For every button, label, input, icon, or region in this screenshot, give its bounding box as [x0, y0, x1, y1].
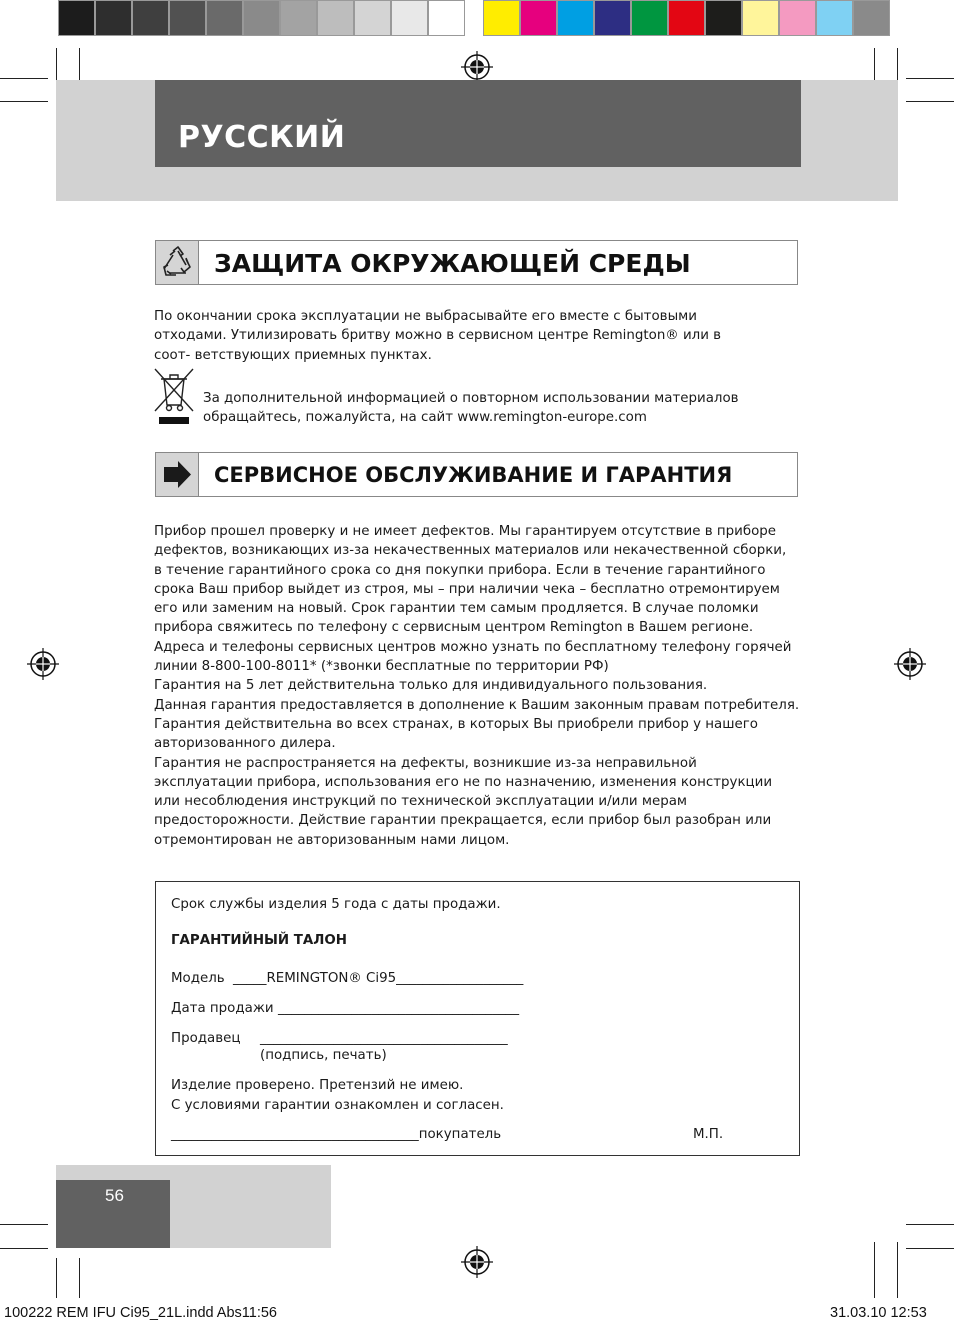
- text-line: Данная гарантия предоставляется в дополнение к Вашим законным правам потребителя.: [154, 697, 800, 713]
- model-field: _____REMINGTON® Ci95___________________: [233, 971, 524, 986]
- color-swatch: [594, 0, 631, 36]
- color-swatch: [391, 0, 428, 36]
- text-line: в течение гарантийного срока со дня покупки прибора. Если в течение гарантийного: [154, 562, 766, 578]
- color-swatch: [243, 0, 280, 36]
- text-line: или несоблюдения инструкций по технической эксплуатации и/или мерам: [154, 794, 688, 810]
- sale-date-label: Дата продажи: [171, 1001, 274, 1016]
- text-line: За дополнительной информацией о повторном использовании материалов: [203, 391, 739, 406]
- date-slug: 31.03.10 12:53: [830, 1305, 927, 1321]
- color-swatch: [95, 0, 132, 36]
- page-title: РУССКИЙ: [178, 120, 346, 155]
- service-text: [154, 522, 799, 850]
- color-swatch: [631, 0, 668, 36]
- color-swatch: [428, 0, 465, 36]
- stamp-label: М.П.: [693, 1127, 724, 1142]
- color-swatch: [206, 0, 243, 36]
- text-line: обращайтесь, пожалуйста, на сайт www.remington-europe.com: [203, 410, 647, 425]
- file-slug: 100222 REM IFU Ci95_21L.indd Abs11:56: [4, 1305, 277, 1321]
- checked-statement: Изделие проверено. Претензий не имею.: [171, 1078, 464, 1093]
- weee-text: [203, 389, 739, 427]
- text-line: Гарантия на 5 лет действительна только для индивидуального пользования.: [154, 678, 708, 694]
- text-line: предосторожности. Действие гарантии прекращается, если прибор был разобран или: [154, 813, 772, 829]
- text-line: дефектов, возникающих из-за некачественных материалов или некачественной сборки,: [154, 543, 787, 559]
- grayscale-color-bar: [58, 0, 465, 38]
- text-line: соот- ветствующих приемных пунктах.: [154, 347, 432, 363]
- color-swatch: [742, 0, 779, 36]
- color-swatch: [705, 0, 742, 36]
- color-swatch: [483, 0, 520, 36]
- warranty-card: [155, 881, 800, 1156]
- text-line: Гарантия действительна во всех странах, в которых Вы приобрели прибор у нашего: [154, 716, 758, 732]
- color-swatch: [317, 0, 354, 36]
- environment-text: [154, 308, 721, 366]
- service-section-header: [155, 452, 798, 497]
- color-swatch: [779, 0, 816, 36]
- text-line: авторизованного дилера.: [154, 736, 336, 752]
- color-swatch: [816, 0, 853, 36]
- text-line: линии 8-800-100-8011* (*звонки бесплатные по территории РФ): [154, 659, 609, 675]
- arrow-right-icon: [156, 453, 199, 496]
- recycle-icon: [156, 241, 199, 284]
- warranty-card-title: ГАРАНТИЙНЫЙ ТАЛОН: [171, 933, 347, 948]
- color-swatch: [58, 0, 95, 36]
- color-swatch: [169, 0, 206, 36]
- environment-title: ЗАЩИТА ОКРУЖАЮЩЕЙ СРЕДЫ: [214, 249, 691, 278]
- text-line: прибора свяжитесь по телефону с сервисным центром Remington в Вашем регионе.: [154, 620, 754, 636]
- text-line: Адреса и телефоны сервисных центров можно узнать по бесплатному телефону горячей: [154, 639, 792, 655]
- text-line: Гарантия не распространяется на дефекты, возникшие из-за неправильной: [154, 755, 697, 771]
- text-line: эксплуатации прибора, использования его не по назначению, изменения конструкции: [154, 774, 773, 790]
- text-line: срока Ваш прибор выйдет из строя, мы – при наличии чека – бесплатно отремонтируем: [154, 581, 780, 597]
- process-color-bar: [483, 0, 890, 38]
- registration-mark-icon: [27, 648, 59, 680]
- service-life-text: Срок службы изделия 5 года с даты продажи.: [171, 897, 501, 912]
- text-line: его или заменим на новый. Срок гарантии тем самым продляется. В случае поломки: [154, 601, 759, 617]
- color-swatch: [354, 0, 391, 36]
- text-line: отходами. Утилизировать бритву можно в сервисном центре Remington® или в: [154, 328, 722, 344]
- color-swatch: [280, 0, 317, 36]
- text-line: Прибор прошел проверку и не имеет дефектов. Мы гарантируем отсутствие в приборе: [154, 524, 777, 539]
- seller-note: (подпись, печать): [260, 1048, 387, 1063]
- registration-mark-icon: [461, 1246, 493, 1278]
- crossed-bin-icon: [153, 367, 195, 425]
- page-number: 56: [105, 1186, 124, 1205]
- sale-date-field: ____________________________________: [278, 1001, 520, 1016]
- agreement-statement: С условиями гарантии ознакомлен и согласен.: [171, 1098, 504, 1113]
- model-label: Модель: [171, 971, 225, 986]
- color-swatch: [520, 0, 557, 36]
- recycle-icon-box: [156, 241, 199, 284]
- registration-mark-icon: [894, 648, 926, 680]
- color-swatch: [853, 0, 890, 36]
- color-swatch: [557, 0, 594, 36]
- seller-field: _____________________________________: [260, 1031, 508, 1046]
- text-line: По окончании срока эксплуатации не выбрасывайте его вместе с бытовыми: [154, 309, 697, 324]
- color-swatch: [132, 0, 169, 36]
- seller-label: Продавец: [171, 1031, 241, 1046]
- buyer-signature-line: _____________________________________покупатель: [171, 1127, 502, 1142]
- arrow-icon-box: [156, 453, 199, 496]
- service-title: СЕРВИСНОЕ ОБСЛУЖИВАНИЕ И ГАРАНТИЯ: [214, 463, 733, 487]
- environment-section-header: [155, 240, 798, 285]
- registration-mark-icon: [461, 51, 493, 83]
- color-swatch: [668, 0, 705, 36]
- text-line: отремонтирован не авторизованным нами лицом.: [154, 832, 510, 848]
